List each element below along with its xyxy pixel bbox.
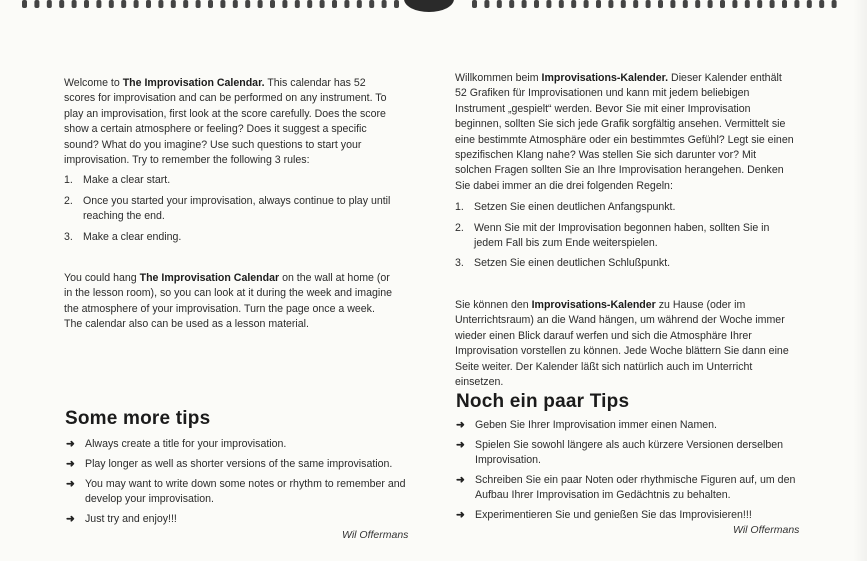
spiral-ring [596, 0, 601, 8]
spiral-ring [344, 0, 349, 8]
spiral-ring [258, 0, 263, 8]
english-rule-3: 3. Make a clear ending. [64, 230, 182, 243]
spiral-ring [807, 0, 812, 8]
arrow-icon: ➜ [66, 458, 75, 470]
german-tip-3: ➜ Schreiben Sie ein paar Noten oder rhythmische Figuren auf, um den Aufbau Ihrer Improvisation im Gedächtnis zu behalten. [456, 474, 796, 501]
spiral-ring [472, 0, 477, 8]
english-rule-2: 2. Once you started your improvisation, always continue to play until reaching the end. [64, 194, 391, 223]
spiral-ring [534, 0, 539, 8]
spiral-ring [522, 0, 527, 8]
spiral-ring [670, 0, 675, 8]
spiral-ring [134, 0, 139, 8]
arrow-icon: ➜ [66, 478, 75, 490]
english-hang-paragraph: You could hang The Improvisation Calendar on the wall at home (or in the lesson room), so you can look at it during the week and imagine the atmosphere of your improvisation. Turn the page once a week. The calendar also can be used as a lesson material. [64, 272, 393, 331]
spiral-ring [183, 0, 188, 8]
english-tips-heading: Some more tips [65, 408, 211, 429]
spiral-ring [484, 0, 489, 8]
spiral-ring [571, 0, 576, 8]
english-column [64, 76, 394, 333]
spiral-ring [270, 0, 275, 8]
spiral-ring [320, 0, 325, 8]
arrow-icon: ➜ [456, 419, 465, 431]
german-column [455, 71, 795, 390]
spiral-ring [720, 0, 725, 8]
spiral-ring [109, 0, 114, 8]
spiral-ring [646, 0, 651, 8]
arrow-icon: ➜ [456, 509, 465, 521]
german-rule-1: 1. Setzen Sie einen deutlichen Anfangspunkt. [455, 201, 676, 214]
spiral-ring [220, 0, 225, 8]
spiral-ring [146, 0, 151, 8]
spiral-ring [584, 0, 589, 8]
german-tip-4: ➜ Experimentieren Sie und genießen Sie das Improvisieren!!! [456, 509, 752, 521]
english-tips-list [66, 437, 406, 532]
spiral-ring [382, 0, 387, 8]
german-tips-heading: Noch ein paar Tips [456, 391, 630, 412]
arrow-icon: ➜ [456, 439, 465, 451]
spiral-ring [233, 0, 238, 8]
german-rules-list [455, 200, 795, 272]
spiral-ring [121, 0, 126, 8]
spiral-ring [22, 0, 27, 8]
page-edge-shadow [853, 0, 867, 561]
spiral-ring [757, 0, 762, 8]
german-tip-1: ➜ Geben Sie Ihrer Improvisation immer einen Namen. [456, 419, 717, 431]
spiral-ring [59, 0, 64, 8]
spiral-ring [158, 0, 163, 8]
spiral-ring [794, 0, 799, 8]
spiral-ring [171, 0, 176, 8]
spiral-ring [695, 0, 700, 8]
spiral-ring [96, 0, 101, 8]
spiral-ring [633, 0, 638, 8]
spiral-ring [608, 0, 613, 8]
spiral-ring [332, 0, 337, 8]
german-tips-list [456, 418, 801, 528]
spiral-ring [245, 0, 250, 8]
spiral-ring [47, 0, 52, 8]
spiral-ring [497, 0, 502, 8]
english-intro: Welcome to The Improvisation Calendar. This calendar has 52 scores for improvisation and can be performed on any instrument. To play an improvisation, first look at the score carefully. Does the score show a certain atmosphere or feeling? Does it suggest a specific sound? What do you imagine? Use such questions to start your improvisation. Try to remember the following 3 rules: [64, 77, 387, 167]
spiral-ring [708, 0, 713, 8]
spiral-ring [72, 0, 77, 8]
spiral-ring [208, 0, 213, 8]
english-tip-2: ➜ Play longer as well as shorter versions of the same improvisation. [66, 458, 393, 470]
spiral-ring [196, 0, 201, 8]
english-rule-1: 1. Make a clear start. [64, 174, 171, 187]
spiral-ring [683, 0, 688, 8]
spiral-ring [819, 0, 824, 8]
spiral-ring [770, 0, 775, 8]
spiral-ring [295, 0, 300, 8]
spiral-ring [394, 0, 399, 8]
spiral-ring [84, 0, 89, 8]
arrow-icon: ➜ [66, 513, 75, 525]
english-tip-4: ➜ Just try and enjoy!!! [66, 513, 177, 525]
spiral-ring [782, 0, 787, 8]
spiral-ring [369, 0, 374, 8]
spiral-ring [282, 0, 287, 8]
spiral-ring [658, 0, 663, 8]
english-tip-1: ➜ Always create a title for your improvisation. [66, 438, 287, 450]
arrow-icon: ➜ [66, 438, 75, 450]
spiral-ring [307, 0, 312, 8]
german-intro: Willkommen beim Improvisations-Kalender. Dieser Kalender enthält 52 Grafiken für Improvisationen und kann mit jedem beliebigen Instrument „gespielt“ werden. Bevor Sie mit einer Improvisation beginnen, sollten Sie sich jede Grafik sorgfältig ansehen. Vermittelt sie eine bestimmte Atmosphäre oder ein bestimmtes Gefühl? Legt sie einen spezifischen Klang nahe? Was stellen Sie sich darunter vor? Mit solchen Fragen sollten Sie an Ihre Improvisation herangehen. Denken Sie dabei immer an die drei folgenden Regeln: [455, 72, 794, 192]
english-signature: Wil Offermans [342, 529, 409, 541]
english-tip-3: ➜ You may want to write down some notes or rhythm to remember and develop your improvisation. [66, 478, 406, 505]
spiral-ring [546, 0, 551, 8]
spiral-ring [357, 0, 362, 8]
german-hang-paragraph: Sie können den Improvisations-Kalender zu Hause (oder im Unterrichtsraum) an die Wand hängen, um während der Woche immer wieder einen Blick darauf werfen und sich die Atmosphäre Ihrer Improvisation vorstellen zu können. Jede Woche blättern Sie dann eine Seite weiter. Der Kalender läßt sich natürlich auch im Unterricht einsetzen. [455, 298, 789, 388]
spiral-ring [34, 0, 39, 8]
spiral-ring [509, 0, 514, 8]
german-tip-2: ➜ Spielen Sie sowohl längere als auch kürzere Versionen derselben Improvisation. [456, 439, 783, 466]
spiral-ring [745, 0, 750, 8]
spiral-ring [621, 0, 626, 8]
german-signature: Wil Offermans [733, 524, 800, 536]
spiral-ring [732, 0, 737, 8]
german-rule-2: 2. Wenn Sie mit der Improvisation begonnen haben, sollten Sie in jedem Fall bis zum Ende weiterspielen. [455, 221, 770, 250]
german-rule-3: 3. Setzen Sie einen deutlichen Schlußpunkt. [455, 257, 671, 270]
english-rules-list [64, 173, 394, 245]
spiral-ring [559, 0, 564, 8]
spiral-ring [832, 0, 837, 8]
arrow-icon: ➜ [456, 474, 465, 486]
